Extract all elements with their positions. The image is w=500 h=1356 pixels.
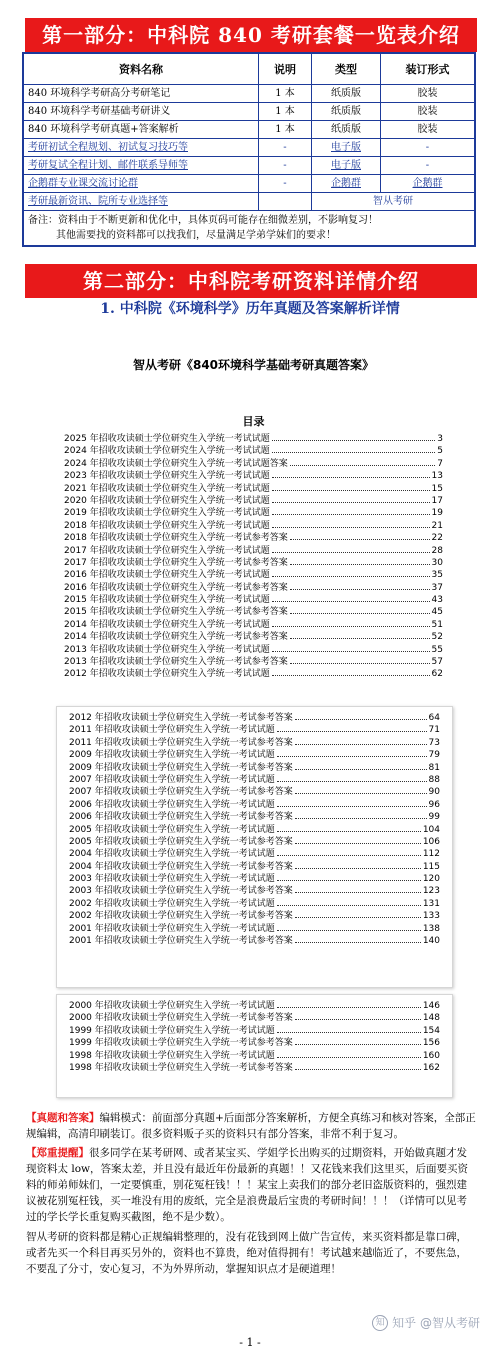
toc-entry: [61, 712, 448, 724]
toc-entry: [61, 774, 448, 786]
toc-entry-title: 2017 年招收攻读硕士学位研究生入学统一考试试题: [64, 545, 270, 556]
toc-entry-title: 2002 年招收攻读硕士学位研究生入学统一考试试题: [69, 898, 275, 909]
toc-leader-dots: [295, 862, 421, 869]
table-row: [23, 121, 475, 139]
toc-leader-dots: [277, 800, 427, 807]
toc-entry: [61, 786, 448, 798]
link-cell[interactable]: 企鹅群: [312, 175, 381, 193]
toc-entry-page: 7: [437, 458, 443, 469]
section-subtitle: 1. 中科院《环境科学》历年真题及答案解析详情: [100, 301, 400, 317]
toc-leader-dots: [295, 911, 421, 918]
toc-entry-title: 2001 年招收攻读硕士学位研究生入学统一考试试题: [69, 923, 275, 934]
toc-entry: [56, 433, 451, 445]
toc-entry-page: 112: [422, 849, 440, 860]
toc-leader-dots: [295, 1013, 421, 1020]
link-cell[interactable]: 企鹅群: [381, 175, 476, 193]
toc-entry: [61, 762, 448, 774]
link-cell[interactable]: 考研初试全程规划、初试复习技巧等: [23, 139, 259, 157]
toc-leader-dots: [277, 825, 421, 832]
toc-entry-page: 115: [422, 861, 440, 872]
paragraph-text: 编辑模式：前面部分真题+后面部分答案解析，方便全真练习和核对答案，全部正规编辑，高清印刷装订。很多资料贩子买的资料只有部分答案，非常不利于复习。: [26, 1112, 476, 1140]
link-cell[interactable]: 企鹅群专业课交流讨论群: [23, 175, 259, 193]
package-table: [22, 52, 476, 247]
toc-leader-dots: [272, 496, 430, 503]
toc-entry-page: 30: [431, 557, 443, 568]
cell: 胶装: [381, 103, 476, 121]
toc-entry: [56, 545, 451, 557]
toc-entry: [61, 811, 448, 823]
toc-entry-page: 45: [431, 607, 443, 618]
toc-entry: [61, 1000, 448, 1012]
toc-leader-dots: [295, 787, 427, 794]
cell: 纸质版: [312, 85, 381, 103]
toc-list: [56, 433, 451, 681]
toc-entry-title: 2016 年招收攻读硕士学位研究生入学统一考试试题: [64, 570, 270, 581]
page-number: - 1 -: [239, 1336, 261, 1349]
toc-entry: [61, 724, 448, 736]
toc-entry-title: 1999 年招收攻读硕士学位研究生入学统一考试参考答案: [69, 1038, 293, 1049]
toc-entry-title: 2019 年招收攻读硕士学位研究生入学统一考试试题: [64, 508, 270, 519]
toc-entry: [61, 749, 448, 761]
toc-entry-page: 96: [428, 799, 440, 810]
toc-entry: [56, 594, 451, 606]
cell: 840 环境科学考研基础考研讲义: [23, 103, 259, 121]
toc-entry-page: 37: [431, 582, 443, 593]
toc-leader-dots: [277, 750, 427, 757]
toc-entry-title: 2017 年招收攻读硕士学位研究生入学统一考试参考答案: [64, 557, 288, 568]
toc-leader-dots: [295, 837, 421, 844]
toc-entry-title: 2004 年招收攻读硕士学位研究生入学统一考试试题: [69, 849, 275, 860]
toc-leader-dots: [290, 607, 430, 614]
header-cell: 类型: [312, 53, 381, 85]
toc-entry-title: 2007 年招收攻读硕士学位研究生入学统一考试试题: [69, 774, 275, 785]
toc-entry: [61, 799, 448, 811]
table-row: [23, 85, 475, 103]
toc-entry-page: 138: [422, 923, 440, 934]
table-row: [23, 157, 475, 175]
toc-entry: [61, 1037, 448, 1049]
toc-entry-page: 21: [431, 520, 443, 531]
toc-entry: [61, 923, 448, 935]
toc-leader-dots: [295, 1063, 421, 1070]
toc-entry: [61, 1025, 448, 1037]
toc-entry-page: 15: [431, 483, 443, 494]
toc-entry-page: 51: [431, 619, 443, 630]
toc-entry-title: 2015 年招收攻读硕士学位研究生入学统一考试试题: [64, 595, 270, 606]
toc-entry-page: 28: [431, 545, 443, 556]
toc-leader-dots: [272, 645, 430, 652]
toc-leader-dots: [277, 775, 427, 782]
toc-entry-page: 88: [428, 774, 440, 785]
link-cell[interactable]: 考研最新资讯、院所专业选择等: [23, 193, 259, 211]
doc-title: 智从考研《840环境科学基础考研真题答案》: [132, 358, 375, 372]
toc-leader-dots: [295, 1038, 421, 1045]
toc-entry-title: 2014 年招收攻读硕士学位研究生入学统一考试参考答案: [64, 632, 288, 643]
toc-entry: [56, 458, 451, 470]
toc-entry-page: 154: [422, 1025, 440, 1036]
toc-entry-page: 81: [428, 762, 440, 773]
paragraph-answers: [26, 1110, 476, 1142]
cell: [259, 193, 312, 211]
toc-entry-title: 2000 年招收攻读硕士学位研究生入学统一考试试题: [69, 1001, 275, 1011]
table-row: [23, 103, 475, 121]
toc-entry-page: 148: [422, 1013, 440, 1024]
toc-leader-dots: [272, 434, 435, 441]
toc-leader-dots: [295, 763, 427, 770]
header-cell: 装订形式: [381, 53, 476, 85]
toc-entry: [56, 619, 451, 631]
toc-entry-title: 1998 年招收攻读硕士学位研究生入学统一考试参考答案: [69, 1062, 293, 1073]
note-cell: [23, 211, 475, 247]
toc-entry-page: 160: [422, 1050, 440, 1061]
toc-entry: [56, 532, 451, 544]
toc-entry-page: 123: [422, 886, 440, 897]
toc-entry-page: 55: [431, 644, 443, 655]
toc-entry-page: 99: [428, 812, 440, 823]
toc-entry-page: 17: [431, 495, 443, 506]
toc-entry-page: 5: [437, 446, 443, 457]
header-cell: 资料名称: [23, 53, 259, 85]
toc-entry: [56, 606, 451, 618]
cell: -: [259, 175, 312, 193]
toc-leader-dots: [277, 1051, 421, 1058]
toc-entry: [61, 836, 448, 848]
toc-entry: [56, 483, 451, 495]
toc-entry-page: 52: [431, 632, 443, 643]
toc-entry-page: 106: [422, 836, 440, 847]
toc-entry-page: 156: [422, 1038, 440, 1049]
cell: 纸质版: [312, 103, 381, 121]
watermark-text: 知乎 @智从考研: [392, 1316, 480, 1330]
toc-entry: [56, 668, 451, 680]
toc-entry-page: 13: [431, 471, 443, 482]
toc-entry-page: 3: [437, 434, 443, 444]
toc-entry-title: 2000 年招收攻读硕士学位研究生入学统一考试参考答案: [69, 1013, 293, 1024]
toc-leader-dots: [290, 583, 430, 590]
toc-entry: [56, 520, 451, 532]
toc-leader-dots: [277, 725, 427, 732]
toc-entry-title: 2024 年招收攻读硕士学位研究生入学统一考试试题答案: [64, 458, 288, 469]
cell: -: [259, 157, 312, 175]
toc-leader-dots: [290, 558, 430, 565]
paragraph-reminder: [26, 1145, 476, 1225]
toc-entry-title: 1999 年招收攻读硕士学位研究生入学统一考试试题: [69, 1025, 275, 1036]
toc-entry: [56, 445, 451, 457]
toc-entry-title: 2003 年招收攻读硕士学位研究生入学统一考试参考答案: [69, 886, 293, 897]
toc-leader-dots: [272, 669, 430, 676]
cell: 840 环境科学考研高分考研笔记: [23, 85, 259, 103]
toc-leader-dots: [277, 1026, 421, 1033]
toc-leader-dots: [277, 924, 421, 931]
table-note-row: [23, 211, 475, 247]
toc-entry: [61, 910, 448, 922]
table-row: [23, 139, 475, 157]
paragraph-closing: [26, 1229, 476, 1277]
zhihu-watermark: [372, 1314, 480, 1331]
toc-entry-title: 2018 年招收攻读硕士学位研究生入学统一考试参考答案: [64, 533, 288, 544]
toc-list: [57, 995, 452, 1074]
toc-leader-dots: [290, 657, 430, 664]
toc-entry: [61, 898, 448, 910]
toc-entry-title: 1998 年招收攻读硕士学位研究生入学统一考试试题: [69, 1050, 275, 1061]
toc-entry-title: 2006 年招收攻读硕士学位研究生入学统一考试试题: [69, 799, 275, 810]
toc-entry-title: 2013 年招收攻读硕士学位研究生入学统一考试参考答案: [64, 657, 288, 668]
toc-entry-page: 162: [422, 1062, 440, 1073]
toc-entry-title: 2012 年招收攻读硕士学位研究生入学统一考试试题: [64, 669, 270, 680]
toc-entry-title: 2007 年招收攻读硕士学位研究生入学统一考试参考答案: [69, 787, 293, 798]
cell: -: [381, 157, 476, 175]
toc-entry: [56, 557, 451, 569]
cell: 胶装: [381, 85, 476, 103]
toc-entry-page: 146: [422, 1001, 440, 1011]
cell: 纸质版: [312, 121, 381, 139]
toc-entry-page: 71: [428, 725, 440, 736]
toc-entry: [61, 935, 448, 947]
toc-entry-page: 120: [422, 874, 440, 885]
cell: 840 环境科学考研真题+答案解析: [23, 121, 259, 139]
toc-leader-dots: [272, 521, 430, 528]
toc-leader-dots: [272, 595, 430, 602]
toc-leader-dots: [272, 446, 435, 453]
toc-entry-title: 2024 年招收攻读硕士学位研究生入学统一考试试题: [64, 446, 270, 457]
toc-entry-title: 2020 年招收攻读硕士学位研究生入学统一考试试题: [64, 495, 270, 506]
note-line: 备注：资料由于不断更新和优化中，具体页码可能存在细微差别，不影响复习！: [28, 215, 378, 226]
toc-leader-dots: [272, 471, 430, 478]
zhihu-logo-icon: 知: [372, 1315, 388, 1331]
toc-entry-title: 2013 年招收攻读硕士学位研究生入学统一考试试题: [64, 644, 270, 655]
toc-entry-title: 2001 年招收攻读硕士学位研究生入学统一考试参考答案: [69, 936, 293, 947]
toc-page-1: [56, 324, 451, 702]
toc-entry-page: 35: [431, 570, 443, 581]
toc-entry-title: 2015 年招收攻读硕士学位研究生入学统一考试参考答案: [64, 607, 288, 618]
toc-leader-dots: [272, 546, 430, 553]
cell: 胶装: [381, 121, 476, 139]
toc-entry-page: 140: [422, 936, 440, 947]
toc-leader-dots: [272, 508, 430, 515]
toc-leader-dots: [277, 899, 421, 906]
toc-entry-page: 62: [431, 669, 443, 680]
toc-entry: [61, 737, 448, 749]
toc-leader-dots: [277, 1001, 421, 1008]
toc-leader-dots: [295, 713, 427, 720]
tag-label: 【郑重提醒】: [26, 1147, 89, 1159]
toc-entry-title: 2009 年招收攻读硕士学位研究生入学统一考试试题: [69, 750, 275, 761]
toc-entry-page: 73: [428, 737, 440, 748]
toc-entry-page: 133: [422, 911, 440, 922]
toc-entry-title: 2011 年招收攻读硕士学位研究生入学统一考试试题: [69, 725, 275, 736]
table-header-row: [23, 53, 475, 85]
toc-leader-dots: [290, 533, 430, 540]
cell: 1 本: [259, 85, 312, 103]
link-cell[interactable]: 智从考研: [312, 193, 476, 211]
toc-page-2: [56, 706, 453, 988]
toc-entry-title: 2018 年招收攻读硕士学位研究生入学统一考试试题: [64, 520, 270, 531]
toc-leader-dots: [272, 484, 430, 491]
toc-entry-title: 2009 年招收攻读硕士学位研究生入学统一考试参考答案: [69, 762, 293, 773]
section2-banner: 第二部分：中科院考研资料详情介绍: [25, 264, 477, 298]
toc-entry-title: 2011 年招收攻读硕士学位研究生入学统一考试参考答案: [69, 737, 293, 748]
toc-entry-title: 2005 年招收攻读硕士学位研究生入学统一考试参考答案: [69, 836, 293, 847]
cell: -: [381, 139, 476, 157]
cell: 1 本: [259, 121, 312, 139]
toc-entry-title: 2005 年招收攻读硕士学位研究生入学统一考试试题: [69, 824, 275, 835]
header-cell: 说明: [259, 53, 312, 85]
toc-entry: [61, 861, 448, 873]
toc-entry: [61, 1062, 448, 1074]
toc-entry-title: 2003 年招收攻读硕士学位研究生入学统一考试试题: [69, 874, 275, 885]
toc-entry-title: 2014 年招收攻读硕士学位研究生入学统一考试试题: [64, 619, 270, 630]
link-cell[interactable]: 电子版: [312, 139, 381, 157]
toc-entry-page: 43: [431, 595, 443, 606]
toc-leader-dots: [277, 849, 421, 856]
toc-leader-dots: [277, 874, 421, 881]
toc-entry-title: 2002 年招收攻读硕士学位研究生入学统一考试参考答案: [69, 911, 293, 922]
toc-leader-dots: [295, 936, 421, 943]
cell: -: [259, 139, 312, 157]
toc-entry: [56, 495, 451, 507]
toc-leader-dots: [295, 738, 427, 745]
toc-entry: [56, 582, 451, 594]
cell: 1 本: [259, 103, 312, 121]
toc-entry-page: 57: [431, 657, 443, 668]
toc-entry-page: 19: [431, 508, 443, 519]
note-line: 其他需要找的资料都可以找我们，尽量满足学弟学妹们的要求！: [56, 230, 336, 241]
toc-entry-title: 2012 年招收攻读硕士学位研究生入学统一考试参考答案: [69, 713, 293, 723]
toc-entry-page: 104: [422, 824, 440, 835]
link-cell[interactable]: 电子版: [312, 157, 381, 175]
table-row: [23, 175, 475, 193]
toc-entry: [61, 873, 448, 885]
toc-leader-dots: [295, 812, 427, 819]
toc-entry-title: 2006 年招收攻读硕士学位研究生入学统一考试参考答案: [69, 812, 293, 823]
toc-entry-page: 90: [428, 787, 440, 798]
toc-entry: [56, 644, 451, 656]
paragraph-text: 很多同学在某考研网、或者某宝买、学姐学长出购买的过期资料，开始做真题才发现资料太 low，答案太差，并且没有最近年份最新的真题！！又花钱来我们这里买，后面要买资料的师弟师妹们，一定要慎重，别花冤枉钱！！！某宝上卖我们的部分老旧盗版资料的，强烈建议被花别冤枉钱，买一堆没有用的废纸，完全是浪费最后宝贵的考研时间！！！（详情可以见考过的学长学长重复购买截图，绝不是少数）。: [26, 1147, 469, 1223]
toc-entry-title: 2023 年招收攻读硕士学位研究生入学统一考试试题: [64, 471, 270, 482]
toc-leader-dots: [272, 570, 430, 577]
toc-entry-page: 79: [428, 750, 440, 761]
toc-entry-page: 64: [428, 713, 440, 723]
paragraph-text: 智从考研的资料都是精心正规编辑整理的，没有花钱到网上做广告宣传，来买资料都是靠口碑，或者先买一个科目再买另外的，资料也不算贵，绝对值得拥有！考试越来越临近了，不要焦急，不要乱了分寸，安心复习，不为外界所动，掌握知识点才是硬道理！: [26, 1231, 467, 1275]
toc-entry: [61, 1012, 448, 1024]
toc-entry: [61, 885, 448, 897]
toc-entry-page: 22: [431, 533, 443, 544]
toc-entry-title: 2021 年招收攻读硕士学位研究生入学统一考试试题: [64, 483, 270, 494]
toc-leader-dots: [290, 632, 430, 639]
toc-page-3: [56, 994, 453, 1098]
toc-entry: [61, 848, 448, 860]
toc-entry: [56, 470, 451, 482]
toc-entry: [56, 569, 451, 581]
toc-entry: [56, 656, 451, 668]
toc-leader-dots: [290, 459, 435, 466]
toc-list: [57, 707, 452, 947]
toc-leader-dots: [295, 886, 421, 893]
table-row: [23, 193, 475, 211]
link-cell[interactable]: 考研复试全程计划、邮件联系导师等: [23, 157, 259, 175]
toc-leader-dots: [272, 620, 430, 627]
toc-entry-title: 2004 年招收攻读硕士学位研究生入学统一考试参考答案: [69, 861, 293, 872]
toc-entry-page: 131: [422, 898, 440, 909]
section1-banner: 第一部分：中科院 840 考研套餐一览表介绍: [25, 18, 477, 52]
tag-label: 【真题和答案】: [26, 1112, 100, 1124]
toc-entry: [61, 1050, 448, 1062]
toc-entry: [56, 631, 451, 643]
toc-heading: 目录: [242, 415, 265, 428]
toc-entry: [56, 507, 451, 519]
toc-entry: [61, 824, 448, 836]
toc-entry-title: 2016 年招收攻读硕士学位研究生入学统一考试参考答案: [64, 582, 288, 593]
toc-entry-title: 2025 年招收攻读硕士学位研究生入学统一考试试题: [64, 434, 270, 444]
